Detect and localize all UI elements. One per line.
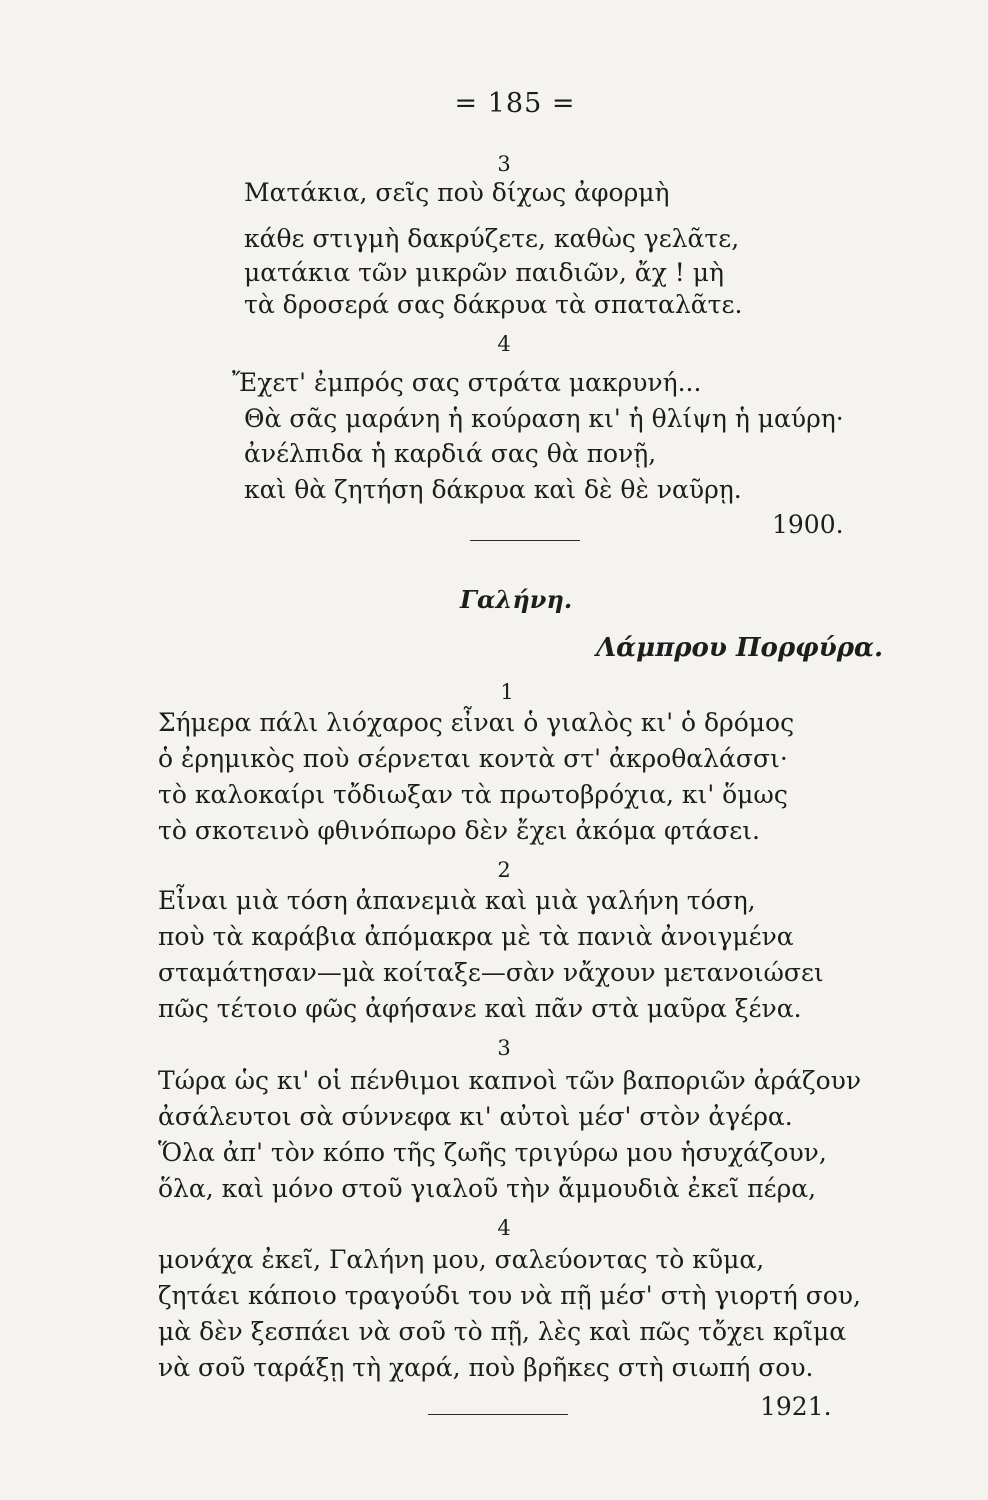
- verse-line: μονάχα ἐκεῖ, Γαλήνη μου, σαλεύοντας τὸ κῦμα,: [158, 1245, 765, 1274]
- page-number: = 185 =: [454, 88, 576, 119]
- poem-author: Λάμπρου Πορφύρα.: [596, 633, 884, 663]
- verse-line: ματάκια τῶν μικρῶν παιδιῶν, ἄχ ! μὴ: [244, 258, 725, 287]
- verse-line: ὁ ἐρημικὸς ποὺ σέρνεται κοντὰ στ' ἀκροθαλάσσι·: [158, 744, 788, 773]
- stanza-number: 4: [497, 1216, 511, 1240]
- verse-line: μὰ δὲν ξεσπάει νὰ σοῦ τὸ πῇ, λὲς καὶ πῶς τὄχει κρῖμα: [158, 1317, 847, 1346]
- verse-line: Ἔχετ' ἐμπρός σας στράτα μακρυνή...: [232, 368, 702, 397]
- poem-title: Γαλήνη.: [460, 585, 573, 614]
- verse-line: τὸ σκοτεινὸ φθινόπωρο δὲν ἔχει ἀκόμα φτάσει.: [158, 816, 760, 845]
- verse-line: τὸ καλοκαίρι τὄδιωξαν τὰ πρωτοβρόχια, κι' ὅμως: [158, 780, 788, 809]
- verse-line: Ματάκια, σεῖς ποὺ δίχως ἀφορμὴ: [244, 178, 670, 207]
- poem-year: 1900.: [772, 510, 844, 539]
- verse-line: σταμάτησαν—μὰ κοίταξε—σὰν νἄχουν μετανοιώσει: [158, 958, 824, 987]
- verse-line: Θὰ σᾶς μαράνη ἡ κούραση κι' ἡ θλίψη ἡ μαύρη·: [244, 404, 844, 433]
- verse-line: ἀνέλπιδα ἡ καρδιά σας θὰ πονῇ,: [244, 439, 657, 468]
- verse-line: ζητάει κάποιο τραγούδι του νὰ πῇ μέσ' στὴ γιορτή σου,: [158, 1281, 861, 1310]
- section-rule: [428, 1414, 568, 1415]
- verse-line: Τώρα ὡς κι' οἱ πένθιμοι καπνοὶ τῶν βαποριῶν ἀράζουν: [158, 1066, 862, 1095]
- verse-line: τὰ δροσερά σας δάκρυα τὰ σπαταλᾶτε.: [244, 290, 743, 319]
- verse-line: ποὺ τὰ καράβια ἀπόμακρα μὲ τὰ πανιὰ ἀνοιγμένα: [158, 922, 794, 951]
- verse-line: πῶς τέτοιο φῶς ἀφήσανε καὶ πᾶν στὰ μαῦρα ξένα.: [158, 994, 802, 1023]
- verse-line: Ὅλα ἀπ' τὸν κόπο τῆς ζωῆς τριγύρω μου ἡσυχάζουν,: [158, 1138, 827, 1167]
- verse-line: Εἶναι μιὰ τόση ἀπανεμιὰ καὶ μιὰ γαλήνη τόση,: [158, 886, 756, 915]
- poem-year: 1921.: [760, 1392, 832, 1421]
- verse-line: κάθε στιγμὴ δακρύζετε, καθὼς γελᾶτε,: [244, 224, 740, 253]
- stanza-number: 3: [497, 1036, 511, 1060]
- stanza-number: 4: [497, 332, 511, 356]
- verse-line: ἀσάλευτοι σὰ σύννεφα κι' αὐτοὶ μέσ' στὸν ἀγέρα.: [158, 1102, 793, 1131]
- verse-line: Σήμερα πάλι λιόχαρος εἶναι ὁ γιαλὸς κι' ὁ δρόμος: [158, 708, 795, 737]
- section-rule: [470, 540, 580, 541]
- verse-line: νὰ σοῦ ταράξῃ τὴ χαρά, ποὺ βρῆκες στὴ σιωπή σου.: [158, 1353, 814, 1382]
- verse-line: καὶ θὰ ζητήση δάκρυα καὶ δὲ θὲ ναῦρῃ.: [244, 475, 742, 504]
- stanza-number: 3: [497, 152, 511, 176]
- verse-line: ὅλα, καὶ μόνο στοῦ γιαλοῦ τὴν ἄμμουδιὰ ἐκεῖ πέρα,: [158, 1174, 817, 1203]
- stanza-number: 2: [497, 858, 511, 882]
- stanza-number: 1: [500, 680, 514, 704]
